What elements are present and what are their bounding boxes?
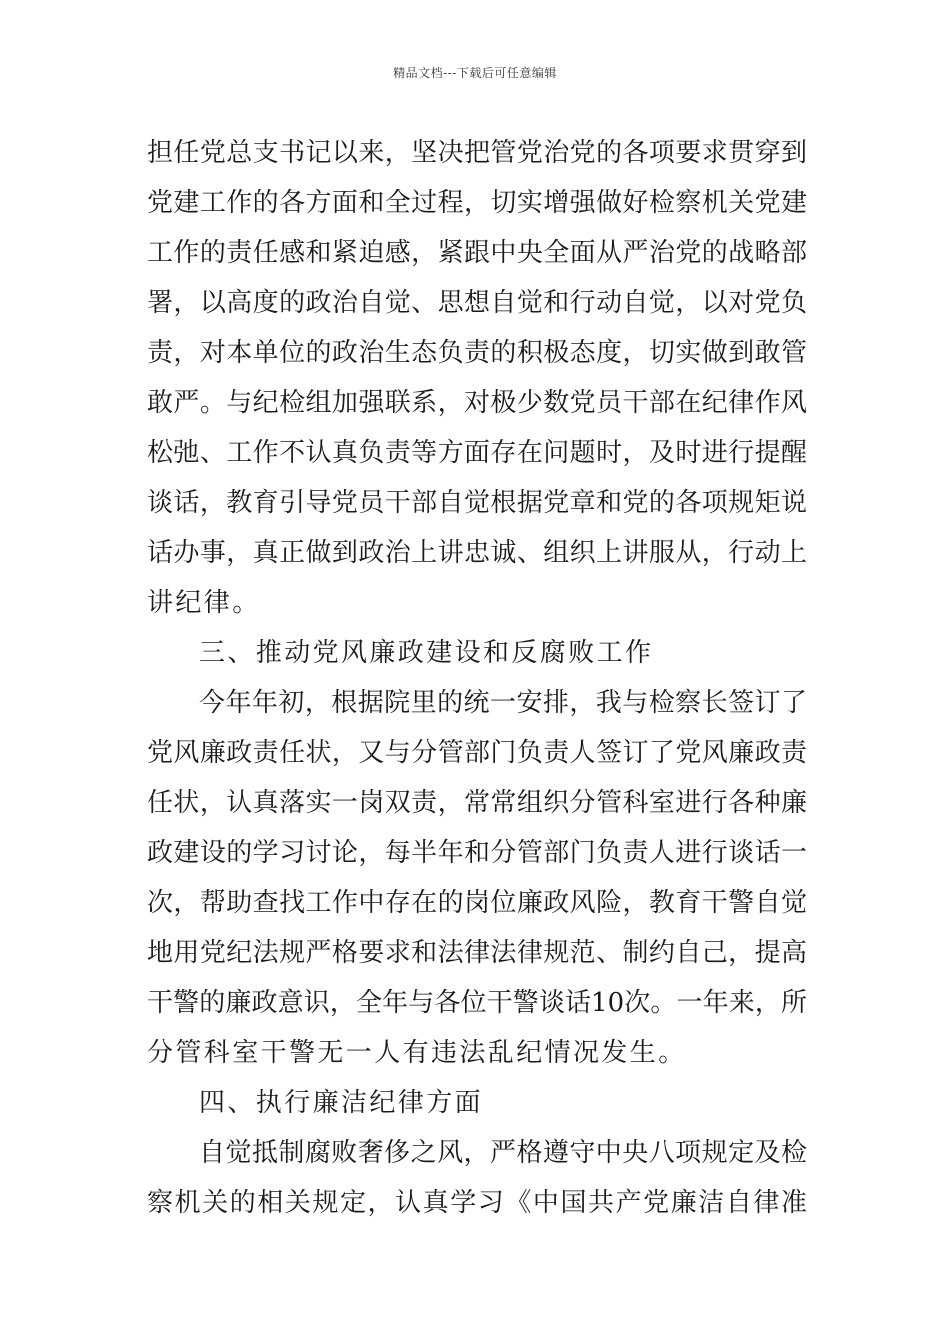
text-line: 讲纪律。 <box>147 588 261 618</box>
text-line: 担任党总支书记以来，坚决把管党治党的各项要求贯穿到 <box>147 138 807 168</box>
text-line: 次，帮助查找工作中存在的岗位廉政风险，教育干警自觉 <box>147 888 807 918</box>
text-line: 分管科室干警无一人有违法乱纪情况发生。 <box>147 1038 687 1068</box>
text-line: 政建设的学习讨论，每半年和分管部门负责人进行谈话一 <box>147 838 807 868</box>
paragraph-party-secretary <box>147 128 807 628</box>
section-heading-4: 四、执行廉洁纪律方面 <box>199 1088 484 1118</box>
section-heading-3: 三、推动党风廉政建设和反腐败工作 <box>199 638 654 668</box>
text-line: 自觉抵制腐败奢侈之风，严格遵守中央八项规定及检 <box>199 1138 807 1168</box>
text-line: 干警的廉政意识，全年与各位干警谈话10次。一年来，所 <box>147 988 807 1018</box>
paragraph-responsibility <box>147 678 807 1078</box>
text-line: 工作的责任感和紧迫感，紧跟中央全面从严治党的战略部 <box>147 238 807 268</box>
text-line: 任状，认真落实一岗双责，常常组织分管科室进行各种廉 <box>147 788 807 818</box>
text-line: 责，对本单位的政治生态负责的积极态度，切实做到敢管 <box>147 338 807 368</box>
text-line: 党风廉政责任状，又与分管部门负责人签订了党风廉政责 <box>147 738 807 768</box>
text-line: 党建工作的各方面和全过程，切实增强做好检察机关党建 <box>147 188 807 218</box>
page-header: 精品文档---下载后可任意编辑 <box>393 66 557 80</box>
text-line: 察机关的相关规定，认真学习《中国共产党廉洁自律准 <box>147 1188 807 1218</box>
text-line: 署，以高度的政治自觉、思想自觉和行动自觉，以对党负 <box>147 288 807 318</box>
text-line: 今年年初，根据院里的统一安排，我与检察长签订了 <box>199 688 807 718</box>
text-line: 松弛、工作不认真负责等方面存在问题时，及时进行提醒 <box>147 438 807 468</box>
text-line: 敢严。与纪检组加强联系，对极少数党员干部在纪律作风 <box>147 388 807 418</box>
text-line: 话办事，真正做到政治上讲忠诚、组织上讲服从，行动上 <box>147 538 807 568</box>
document-body <box>147 128 807 1228</box>
paragraph-integrity <box>147 1128 807 1228</box>
text-line: 地用党纪法规严格要求和法律法律规范、制约自己，提高 <box>147 938 807 968</box>
text-line: 谈话，教育引导党员干部自觉根据党章和党的各项规矩说 <box>147 488 807 518</box>
